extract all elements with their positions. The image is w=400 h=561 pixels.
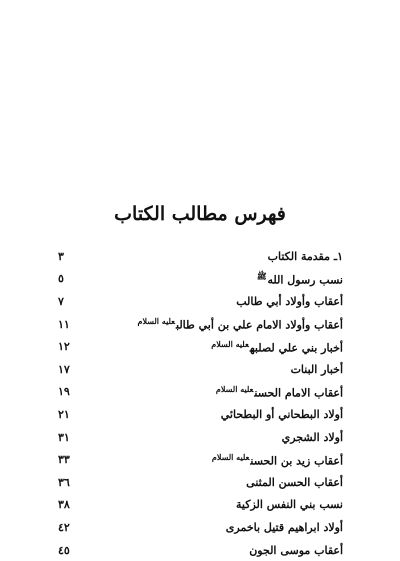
toc-entry — [58, 381, 343, 404]
toc-entry — [58, 448, 343, 471]
entry-page-number: ١٩ — [58, 385, 70, 399]
entry-title: أعقاب زيد بن الحسن$^{عليه السلام}$ — [211, 451, 343, 468]
entry-page-number: ٣٣ — [58, 453, 70, 467]
entry-page-number: ٤٥ — [58, 543, 70, 557]
toc-entry — [58, 494, 343, 517]
entry-title: أعقاب موسى الجون — [249, 543, 343, 557]
table-of-contents — [58, 245, 343, 561]
honorific-mark: عليه السلام — [211, 451, 250, 462]
entry-title: أعقاب وأولاد الامام علي بن أبي طالب$^{عليه السلام}$ — [137, 316, 343, 332]
toc-entry — [58, 245, 343, 268]
toc-entry — [58, 290, 343, 313]
entry-page-number: ٥ — [58, 272, 64, 286]
entry-title: أخبار البنات — [290, 362, 343, 376]
honorific-mark: ﷺ — [256, 271, 267, 282]
toc-entry — [58, 313, 343, 336]
toc-entry — [58, 358, 343, 381]
toc-entry — [58, 403, 343, 426]
toc-entry — [58, 426, 343, 449]
honorific-mark: عليه السلام — [215, 384, 254, 395]
entry-page-number: ٣ — [58, 249, 64, 263]
entry-title: أعقاب وأولاد أبي طالب — [236, 294, 343, 308]
toc-entry — [58, 539, 343, 561]
honorific-mark: عليه السلام — [211, 338, 249, 349]
toc-entry — [58, 335, 343, 358]
entry-page-number: ٧ — [58, 294, 64, 308]
entry-title: أولاد البطحاني أو البطحائي — [220, 407, 343, 421]
entry-page-number: ٢١ — [58, 407, 70, 421]
entry-page-number: ٣٦ — [58, 475, 70, 489]
entry-page-number: ٣١ — [58, 430, 70, 444]
toc-entry — [58, 516, 343, 539]
entry-title: أعقاب الحسن المثنى — [246, 475, 343, 489]
entry-page-number: ٤٢ — [58, 520, 70, 534]
entry-title: نسب بني النفس الزكية — [236, 498, 343, 512]
toc-entry — [58, 471, 343, 494]
entry-page-number: ١٧ — [58, 362, 70, 376]
honorific-mark: عليه السلام — [137, 316, 176, 327]
entry-title: أولاد ابراهيم قتيل باخمرى — [225, 520, 343, 534]
entry-title: أعقاب الامام الحسن$^{عليه السلام}$ — [215, 384, 343, 400]
toc-entry — [58, 268, 343, 291]
entry-title: ١ـ مقدمة الكتاب — [267, 249, 343, 263]
entry-page-number: ١٢ — [58, 340, 70, 354]
entry-title: أخبار بني علي لصلبه$^{عليه السلام}$ — [211, 338, 343, 355]
entry-title: نسب رسول الله$^ﷺ$ — [256, 271, 343, 287]
entry-page-number: ٣٨ — [58, 498, 70, 512]
entry-title: أولاد الشجري — [281, 430, 343, 444]
page-title: فهرس مطالب الكتاب — [114, 203, 286, 225]
entry-page-number: ١١ — [58, 317, 70, 331]
